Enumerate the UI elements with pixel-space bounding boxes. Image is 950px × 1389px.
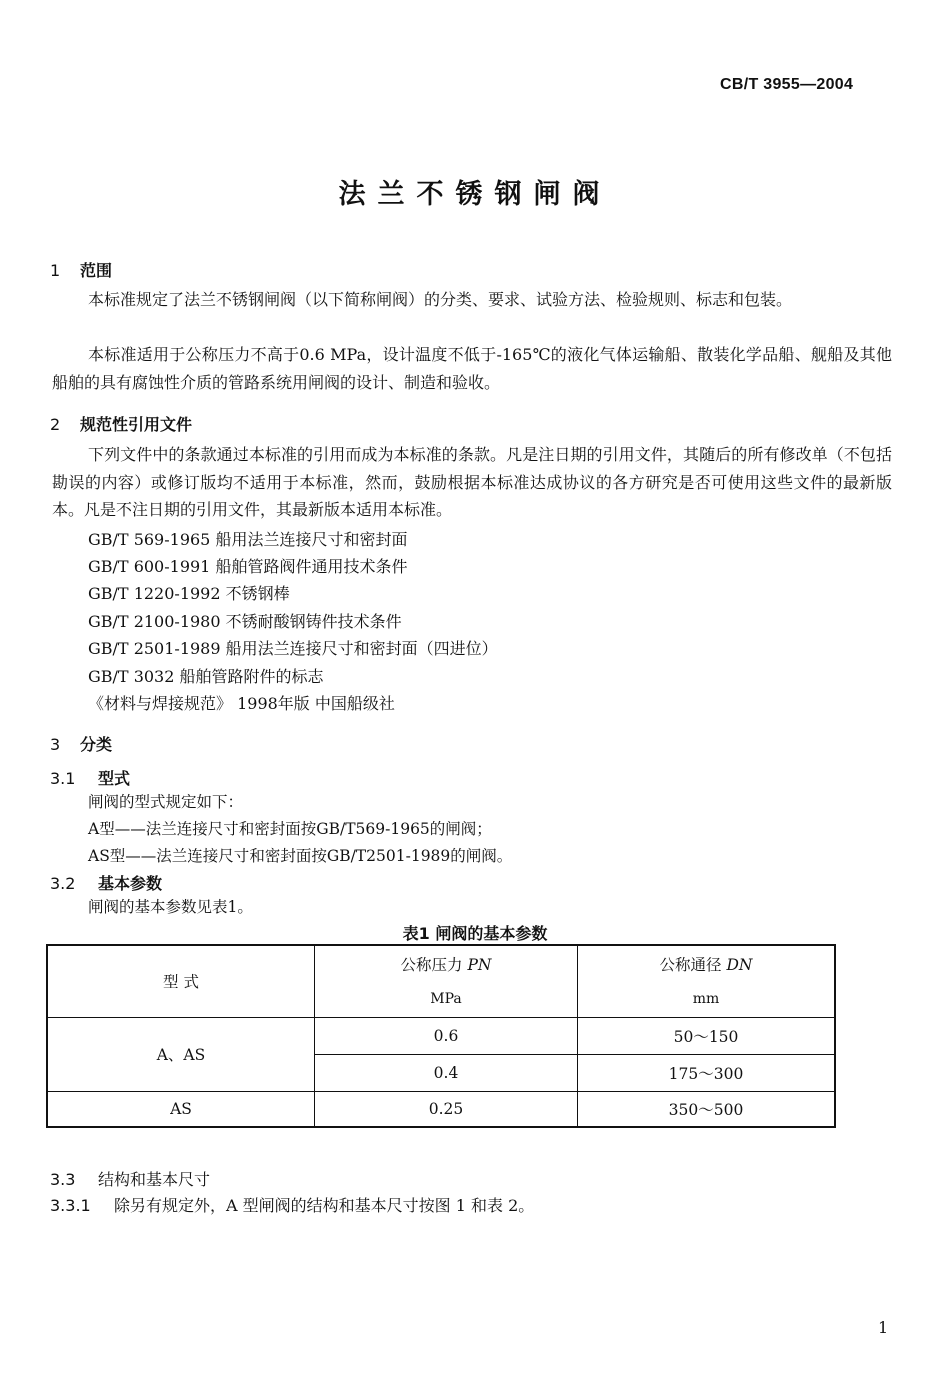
- section-title: 规范性引用文件: [80, 415, 193, 434]
- section-1-paragraph-2: 本标准适用于公称压力不高于0.6 MPa，设计温度不低于-165℃的液化气体运输船、散装化学品船、舰船及其他船舶的具有腐蚀性介质的管路系统用闸阀的设计、制造和验收。: [52, 345, 892, 392]
- reference-item: 《材料与焊接规范》 1998年版 中国船级社: [88, 694, 395, 713]
- section-title: 基本参数: [98, 874, 163, 893]
- section-1-heading: [50, 258, 112, 281]
- section-1-paragraph-1: 本标准规定了法兰不锈钢闸阀（以下简称闸阀）的分类、要求、试验方法、检验规则、标志和包装。: [88, 290, 793, 309]
- cell-diameter: 50～150: [578, 1017, 836, 1054]
- header-pressure-label: 公称压力: [400, 956, 463, 974]
- section-number: 3.3.1: [50, 1196, 91, 1215]
- table-row: [47, 1091, 835, 1127]
- page-number: 1: [878, 1318, 889, 1337]
- type-a-line: A型——法兰连接尺寸和密封面按GB/T569-1965的闸阀；: [88, 820, 492, 838]
- section-number: 3.2: [50, 874, 76, 893]
- section-3-1-heading: [50, 766, 130, 789]
- section-number: 2: [50, 415, 61, 434]
- reference-item: GB/T 3032 船舶管路附件的标志: [88, 667, 324, 686]
- reference-item: GB/T 600-1991 船舶管路阀件通用技术条件: [88, 557, 408, 576]
- type-as-line: AS型——法兰连接尺寸和密封面按GB/T2501-1989的闸阀。: [88, 847, 513, 865]
- header-pressure-symbol: PN: [467, 956, 492, 974]
- section-number: 3: [50, 735, 61, 754]
- cell-pressure: 0.4: [315, 1054, 578, 1091]
- basic-parameters-table: [46, 944, 836, 1128]
- section-title: 结构和基本尺寸: [98, 1170, 211, 1189]
- header-diameter: [578, 945, 836, 982]
- section-3-heading: [50, 732, 112, 755]
- reference-item: GB/T 569-1965 船用法兰连接尺寸和密封面: [88, 530, 408, 549]
- reference-item: GB/T 2100-1980 不锈耐酸钢铸件技术条件: [88, 612, 402, 631]
- table-header-row: [47, 945, 835, 982]
- section-2-heading: [50, 412, 192, 435]
- unit-pressure: MPa: [315, 982, 578, 1017]
- header-pressure: [315, 945, 578, 982]
- section-3-2-heading: [50, 871, 162, 894]
- cell-type-as: AS: [47, 1091, 315, 1127]
- section-number: 1: [50, 261, 61, 280]
- cell-pressure: 0.6: [315, 1017, 578, 1054]
- section-2-paragraph-1: 下列文件中的条款通过本标准的引用而成为本标准的条款。凡是注日期的引用文件，其随后的所有修改单（不包括勘误的内容）或修订版均不适用于本标准，然而，鼓励根据本标准达成协议的各方研究是否可使用这些文件的最新版本。凡是不注日期的引用文件，其最新版本适用本标准。: [52, 445, 892, 519]
- document-title: 法兰不锈钢闸阀: [338, 179, 612, 210]
- section-3-3-1: [50, 1193, 534, 1216]
- section-text: 除另有规定外，A 型闸阀的结构和基本尺寸按图 1 和表 2。: [114, 1196, 535, 1215]
- unit-diameter: mm: [578, 982, 836, 1017]
- cell-diameter: 175～300: [578, 1054, 836, 1091]
- table-row: [47, 1017, 835, 1054]
- section-title: 型式: [98, 769, 131, 788]
- reference-item: GB/T 1220-1992 不锈钢棒: [88, 584, 290, 603]
- header-type: 型 式: [47, 945, 315, 1017]
- table-reference-line: 闸阀的基本参数见表1。: [88, 898, 253, 916]
- section-title: 分类: [80, 735, 113, 754]
- standard-code: CB/T 3955—2004: [720, 76, 854, 93]
- section-3-3-heading: [50, 1167, 210, 1190]
- section-number: 3.1: [50, 769, 76, 788]
- section-number: 3.3: [50, 1170, 76, 1189]
- header-diameter-symbol: DN: [726, 956, 753, 974]
- cell-pressure: 0.25: [315, 1091, 578, 1127]
- header-diameter-label: 公称通径: [659, 956, 722, 974]
- table-caption: 表1 闸阀的基本参数: [402, 924, 548, 943]
- cell-diameter: 350～500: [578, 1091, 836, 1127]
- type-intro-line: 闸阀的型式规定如下：: [88, 793, 244, 811]
- cell-type-a-as: A、AS: [47, 1017, 315, 1091]
- reference-item: GB/T 2501-1989 船用法兰连接尺寸和密封面（四进位）: [88, 639, 498, 658]
- section-title: 范围: [80, 261, 113, 280]
